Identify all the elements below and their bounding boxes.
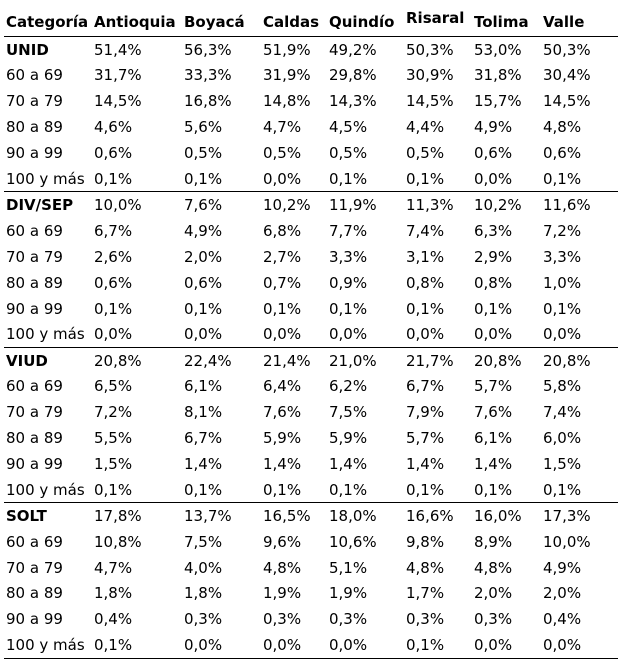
header-cell-valle: Valle bbox=[543, 13, 585, 31]
row-label: 90 a 99 bbox=[6, 299, 63, 318]
group-total-tolima: 10,2% bbox=[472, 192, 541, 218]
cell-risaralda: 9,8% bbox=[406, 532, 445, 551]
cell-caldas: 1,9% bbox=[263, 584, 302, 603]
cell-risaralda: 1,4% bbox=[406, 454, 445, 473]
cell-valle: 1,0% bbox=[543, 273, 582, 292]
header-row bbox=[4, 8, 618, 37]
group-total-antioquia: 20,8% bbox=[92, 347, 182, 373]
table-row bbox=[4, 477, 618, 503]
cell-valle: 30,4% bbox=[543, 66, 591, 85]
cell-tolima: 6,1% bbox=[474, 429, 513, 448]
cell-antioquia: 0,0% bbox=[94, 325, 133, 344]
cell-antioquia: 1,8% bbox=[94, 584, 133, 603]
cell-caldas: 0,5% bbox=[263, 144, 302, 163]
cell-risaralda: 3,1% bbox=[406, 247, 445, 266]
cell-quindio: 14,3% bbox=[329, 92, 377, 111]
group-row bbox=[4, 192, 618, 218]
cell-valle: 4,9% bbox=[543, 558, 582, 577]
cell-boyaca: 0,3% bbox=[184, 610, 223, 629]
row-label: 70 a 79 bbox=[6, 403, 63, 422]
cell-boyaca: 0,5% bbox=[184, 144, 223, 163]
row-label: 60 a 69 bbox=[6, 532, 63, 551]
cell-tolima: 5,7% bbox=[474, 377, 513, 396]
table-body bbox=[4, 37, 618, 659]
cell-risaralda: 30,9% bbox=[406, 66, 454, 85]
cell-boyaca: 4,9% bbox=[184, 221, 223, 240]
cell-caldas: 1,4% bbox=[263, 454, 302, 473]
group-total-risaralda: 21,7% bbox=[404, 347, 472, 373]
row-label: 60 a 69 bbox=[6, 66, 63, 85]
cell-quindio: 0,9% bbox=[329, 273, 368, 292]
cell-tolima: 0,8% bbox=[474, 273, 513, 292]
row-label: 90 a 99 bbox=[6, 610, 63, 629]
cell-boyaca: 0,0% bbox=[184, 325, 223, 344]
cell-quindio: 0,1% bbox=[329, 169, 368, 188]
table-row bbox=[4, 606, 618, 632]
cell-quindio: 0,5% bbox=[329, 144, 368, 163]
header-cell-boyaca: Boyacá bbox=[184, 13, 245, 31]
cell-boyaca: 0,1% bbox=[184, 299, 223, 318]
table-row bbox=[4, 399, 618, 425]
row-label: 70 a 79 bbox=[6, 247, 63, 266]
group-total-caldas: 21,4% bbox=[261, 347, 327, 373]
cell-caldas: 0,1% bbox=[263, 299, 302, 318]
cell-caldas: 6,4% bbox=[263, 377, 302, 396]
table-row bbox=[4, 62, 618, 88]
group-row bbox=[4, 503, 618, 529]
cell-quindio: 6,2% bbox=[329, 377, 368, 396]
cell-valle: 10,0% bbox=[543, 532, 591, 551]
cell-risaralda: 0,1% bbox=[406, 299, 445, 318]
cell-antioquia: 0,6% bbox=[94, 144, 133, 163]
table-row bbox=[4, 296, 618, 322]
cell-antioquia: 0,1% bbox=[92, 632, 182, 658]
cell-tolima: 0,0% bbox=[472, 632, 541, 658]
cell-antioquia: 4,7% bbox=[94, 558, 133, 577]
row-label: 100 y más bbox=[6, 169, 85, 188]
group-total-boyaca: 56,3% bbox=[182, 37, 261, 63]
header-cell-categoria: Categoría bbox=[6, 13, 89, 31]
table-row bbox=[4, 88, 618, 114]
group-total-boyaca: 13,7% bbox=[182, 503, 261, 529]
cell-caldas: 0,3% bbox=[263, 610, 302, 629]
cell-boyaca: 0,1% bbox=[184, 169, 223, 188]
cell-risaralda: 0,0% bbox=[406, 325, 445, 344]
group-total-valle: 20,8% bbox=[541, 347, 618, 373]
cell-risaralda: 0,3% bbox=[406, 610, 445, 629]
group-total-antioquia: 10,0% bbox=[92, 192, 182, 218]
cell-tolima: 0,6% bbox=[474, 144, 513, 163]
group-total-caldas: 51,9% bbox=[261, 37, 327, 63]
cell-tolima: 15,7% bbox=[474, 92, 522, 111]
cell-tolima: 4,8% bbox=[474, 558, 513, 577]
cell-quindio: 0,0% bbox=[327, 632, 404, 658]
cell-quindio: 5,1% bbox=[329, 558, 368, 577]
cell-quindio: 5,9% bbox=[329, 429, 368, 448]
row-label: 80 a 89 bbox=[6, 584, 63, 603]
cell-antioquia: 2,6% bbox=[94, 247, 133, 266]
group-total-caldas: 10,2% bbox=[261, 192, 327, 218]
group-total-quindio: 49,2% bbox=[327, 37, 404, 63]
cell-boyaca: 33,3% bbox=[184, 66, 232, 85]
cell-caldas: 0,0% bbox=[263, 169, 302, 188]
cell-boyaca: 0,1% bbox=[184, 480, 223, 499]
table-row bbox=[4, 270, 618, 296]
cell-valle: 6,0% bbox=[543, 429, 582, 448]
group-label: VIUD bbox=[4, 347, 92, 373]
cell-caldas: 0,0% bbox=[263, 325, 302, 344]
cell-quindio: 7,7% bbox=[329, 221, 368, 240]
group-total-tolima: 16,0% bbox=[472, 503, 541, 529]
cell-tolima: 0,3% bbox=[474, 610, 513, 629]
table-row bbox=[4, 581, 618, 607]
cell-antioquia: 1,5% bbox=[94, 454, 133, 473]
cell-risaralda: 4,8% bbox=[406, 558, 445, 577]
cell-quindio: 7,5% bbox=[329, 403, 368, 422]
cell-caldas: 7,6% bbox=[263, 403, 302, 422]
header-cell-antioquia: Antioquia bbox=[94, 13, 176, 31]
cell-boyaca: 2,0% bbox=[184, 247, 223, 266]
cell-risaralda: 7,9% bbox=[406, 403, 445, 422]
cell-valle: 0,6% bbox=[543, 144, 582, 163]
group-total-antioquia: 17,8% bbox=[92, 503, 182, 529]
row-label: 80 a 89 bbox=[6, 273, 63, 292]
cell-boyaca: 8,1% bbox=[184, 403, 223, 422]
row-label: 90 a 99 bbox=[6, 144, 63, 163]
cell-antioquia: 6,5% bbox=[94, 377, 133, 396]
cell-valle: 0,1% bbox=[543, 480, 582, 499]
cell-boyaca: 1,8% bbox=[184, 584, 223, 603]
cell-valle: 14,5% bbox=[543, 92, 591, 111]
cell-caldas: 0,0% bbox=[261, 632, 327, 658]
cell-tolima: 6,3% bbox=[474, 221, 513, 240]
cell-antioquia: 0,1% bbox=[94, 169, 133, 188]
group-total-boyaca: 7,6% bbox=[182, 192, 261, 218]
group-row bbox=[4, 347, 618, 373]
row-label: 80 a 89 bbox=[6, 429, 63, 448]
row-label: 100 y más bbox=[6, 325, 85, 344]
group-total-tolima: 20,8% bbox=[472, 347, 541, 373]
cell-valle: 4,8% bbox=[543, 118, 582, 137]
cell-caldas: 14,8% bbox=[263, 92, 311, 111]
table-row bbox=[4, 218, 618, 244]
cell-quindio: 0,0% bbox=[329, 325, 368, 344]
cell-risaralda: 1,7% bbox=[406, 584, 445, 603]
cell-caldas: 6,8% bbox=[263, 221, 302, 240]
cell-caldas: 4,8% bbox=[263, 558, 302, 577]
cell-quindio: 1,4% bbox=[329, 454, 368, 473]
cell-tolima: 7,6% bbox=[474, 403, 513, 422]
group-total-valle: 17,3% bbox=[541, 503, 618, 529]
group-total-caldas: 16,5% bbox=[261, 503, 327, 529]
cell-antioquia: 0,1% bbox=[94, 480, 133, 499]
group-total-risaralda: 50,3% bbox=[404, 37, 472, 63]
cell-antioquia: 7,2% bbox=[94, 403, 133, 422]
cell-tolima: 0,0% bbox=[474, 169, 513, 188]
cell-tolima: 8,9% bbox=[474, 532, 513, 551]
cell-caldas: 31,9% bbox=[263, 66, 311, 85]
cell-risaralda: 4,4% bbox=[406, 118, 445, 137]
cell-antioquia: 4,6% bbox=[94, 118, 133, 137]
group-total-quindio: 21,0% bbox=[327, 347, 404, 373]
group-row bbox=[4, 37, 618, 63]
cell-risaralda: 7,4% bbox=[406, 221, 445, 240]
cell-quindio: 10,6% bbox=[329, 532, 377, 551]
cell-boyaca: 7,5% bbox=[184, 532, 223, 551]
row-label: 70 a 79 bbox=[6, 92, 63, 111]
cell-antioquia: 0,4% bbox=[94, 610, 133, 629]
cell-valle: 0,1% bbox=[543, 169, 582, 188]
group-total-boyaca: 22,4% bbox=[182, 347, 261, 373]
cell-valle: 0,4% bbox=[543, 610, 582, 629]
table-row bbox=[4, 140, 618, 166]
group-total-quindio: 11,9% bbox=[327, 192, 404, 218]
row-label: 80 a 89 bbox=[6, 118, 63, 137]
cell-tolima: 2,0% bbox=[474, 584, 513, 603]
cell-antioquia: 6,7% bbox=[94, 221, 133, 240]
cell-boyaca: 6,7% bbox=[184, 429, 223, 448]
cell-caldas: 5,9% bbox=[263, 429, 302, 448]
cell-tolima: 0,1% bbox=[474, 299, 513, 318]
cell-boyaca: 16,8% bbox=[184, 92, 232, 111]
group-total-valle: 50,3% bbox=[541, 37, 618, 63]
row-label: 100 y más bbox=[6, 480, 85, 499]
group-total-valle: 11,6% bbox=[541, 192, 618, 218]
cell-valle: 0,0% bbox=[541, 632, 618, 658]
group-total-antioquia: 51,4% bbox=[92, 37, 182, 63]
table-row bbox=[4, 114, 618, 140]
row-label: 60 a 69 bbox=[6, 221, 63, 240]
group-label: UNID bbox=[4, 37, 92, 63]
cell-valle: 7,4% bbox=[543, 403, 582, 422]
cell-antioquia: 0,6% bbox=[94, 273, 133, 292]
cell-caldas: 0,1% bbox=[263, 480, 302, 499]
table-row bbox=[4, 321, 618, 347]
cell-tolima: 2,9% bbox=[474, 247, 513, 266]
cell-valle: 7,2% bbox=[543, 221, 582, 240]
cell-quindio: 1,9% bbox=[329, 584, 368, 603]
cell-boyaca: 0,6% bbox=[184, 273, 223, 292]
table-row bbox=[4, 632, 618, 658]
cell-risaralda: 0,1% bbox=[406, 480, 445, 499]
row-label: 60 a 69 bbox=[6, 377, 63, 396]
cell-quindio: 29,8% bbox=[329, 66, 377, 85]
cell-risaralda: 6,7% bbox=[406, 377, 445, 396]
header-cell-quindio: Quindío bbox=[329, 13, 395, 31]
cell-valle: 1,5% bbox=[543, 454, 582, 473]
table-row bbox=[4, 555, 618, 581]
group-label: SOLT bbox=[4, 503, 92, 529]
cell-valle: 0,1% bbox=[543, 299, 582, 318]
cell-quindio: 0,3% bbox=[329, 610, 368, 629]
cell-caldas: 4,7% bbox=[263, 118, 302, 137]
group-total-quindio: 18,0% bbox=[327, 503, 404, 529]
row-label: 70 a 79 bbox=[6, 558, 63, 577]
cell-caldas: 2,7% bbox=[263, 247, 302, 266]
cell-risaralda: 14,5% bbox=[406, 92, 454, 111]
cell-valle: 5,8% bbox=[543, 377, 582, 396]
group-total-risaralda: 16,6% bbox=[404, 503, 472, 529]
row-label: 100 y más bbox=[4, 632, 92, 658]
table-row bbox=[4, 166, 618, 192]
cell-quindio: 0,1% bbox=[329, 480, 368, 499]
cell-risaralda: 0,5% bbox=[406, 144, 445, 163]
cell-quindio: 4,5% bbox=[329, 118, 368, 137]
header-cell-tolima: Tolima bbox=[474, 13, 529, 31]
data-table bbox=[4, 8, 618, 659]
table-row bbox=[4, 451, 618, 477]
cell-boyaca: 1,4% bbox=[184, 454, 223, 473]
table-row bbox=[4, 373, 618, 399]
cell-caldas: 9,6% bbox=[263, 532, 302, 551]
cell-risaralda: 5,7% bbox=[406, 429, 445, 448]
group-total-risaralda: 11,3% bbox=[404, 192, 472, 218]
cell-antioquia: 14,5% bbox=[94, 92, 142, 111]
group-total-tolima: 53,0% bbox=[472, 37, 541, 63]
group-label: DIV/SEP bbox=[4, 192, 92, 218]
cell-tolima: 0,1% bbox=[474, 480, 513, 499]
cell-antioquia: 0,1% bbox=[94, 299, 133, 318]
cell-antioquia: 10,8% bbox=[94, 532, 142, 551]
cell-valle: 0,0% bbox=[543, 325, 582, 344]
cell-valle: 3,3% bbox=[543, 247, 582, 266]
cell-boyaca: 5,6% bbox=[184, 118, 223, 137]
cell-valle: 2,0% bbox=[543, 584, 582, 603]
cell-antioquia: 31,7% bbox=[94, 66, 142, 85]
cell-quindio: 3,3% bbox=[329, 247, 368, 266]
header-cell-caldas: Caldas bbox=[263, 13, 320, 31]
table-row bbox=[4, 244, 618, 270]
cell-boyaca: 6,1% bbox=[184, 377, 223, 396]
cell-tolima: 31,8% bbox=[474, 66, 522, 85]
cell-risaralda: 0,8% bbox=[406, 273, 445, 292]
table-row bbox=[4, 529, 618, 555]
cell-boyaca: 4,0% bbox=[184, 558, 223, 577]
cell-quindio: 0,1% bbox=[329, 299, 368, 318]
row-label: 90 a 99 bbox=[6, 454, 63, 473]
cell-tolima: 0,0% bbox=[474, 325, 513, 344]
cell-caldas: 0,7% bbox=[263, 273, 302, 292]
cell-boyaca: 0,0% bbox=[182, 632, 261, 658]
header-cell-risaralda: Risaral bbox=[406, 9, 465, 27]
cell-tolima: 1,4% bbox=[474, 454, 513, 473]
cell-risaralda: 0,1% bbox=[406, 169, 445, 188]
cell-tolima: 4,9% bbox=[474, 118, 513, 137]
table-row bbox=[4, 425, 618, 451]
cell-risaralda: 0,1% bbox=[404, 632, 472, 658]
cell-antioquia: 5,5% bbox=[94, 429, 133, 448]
